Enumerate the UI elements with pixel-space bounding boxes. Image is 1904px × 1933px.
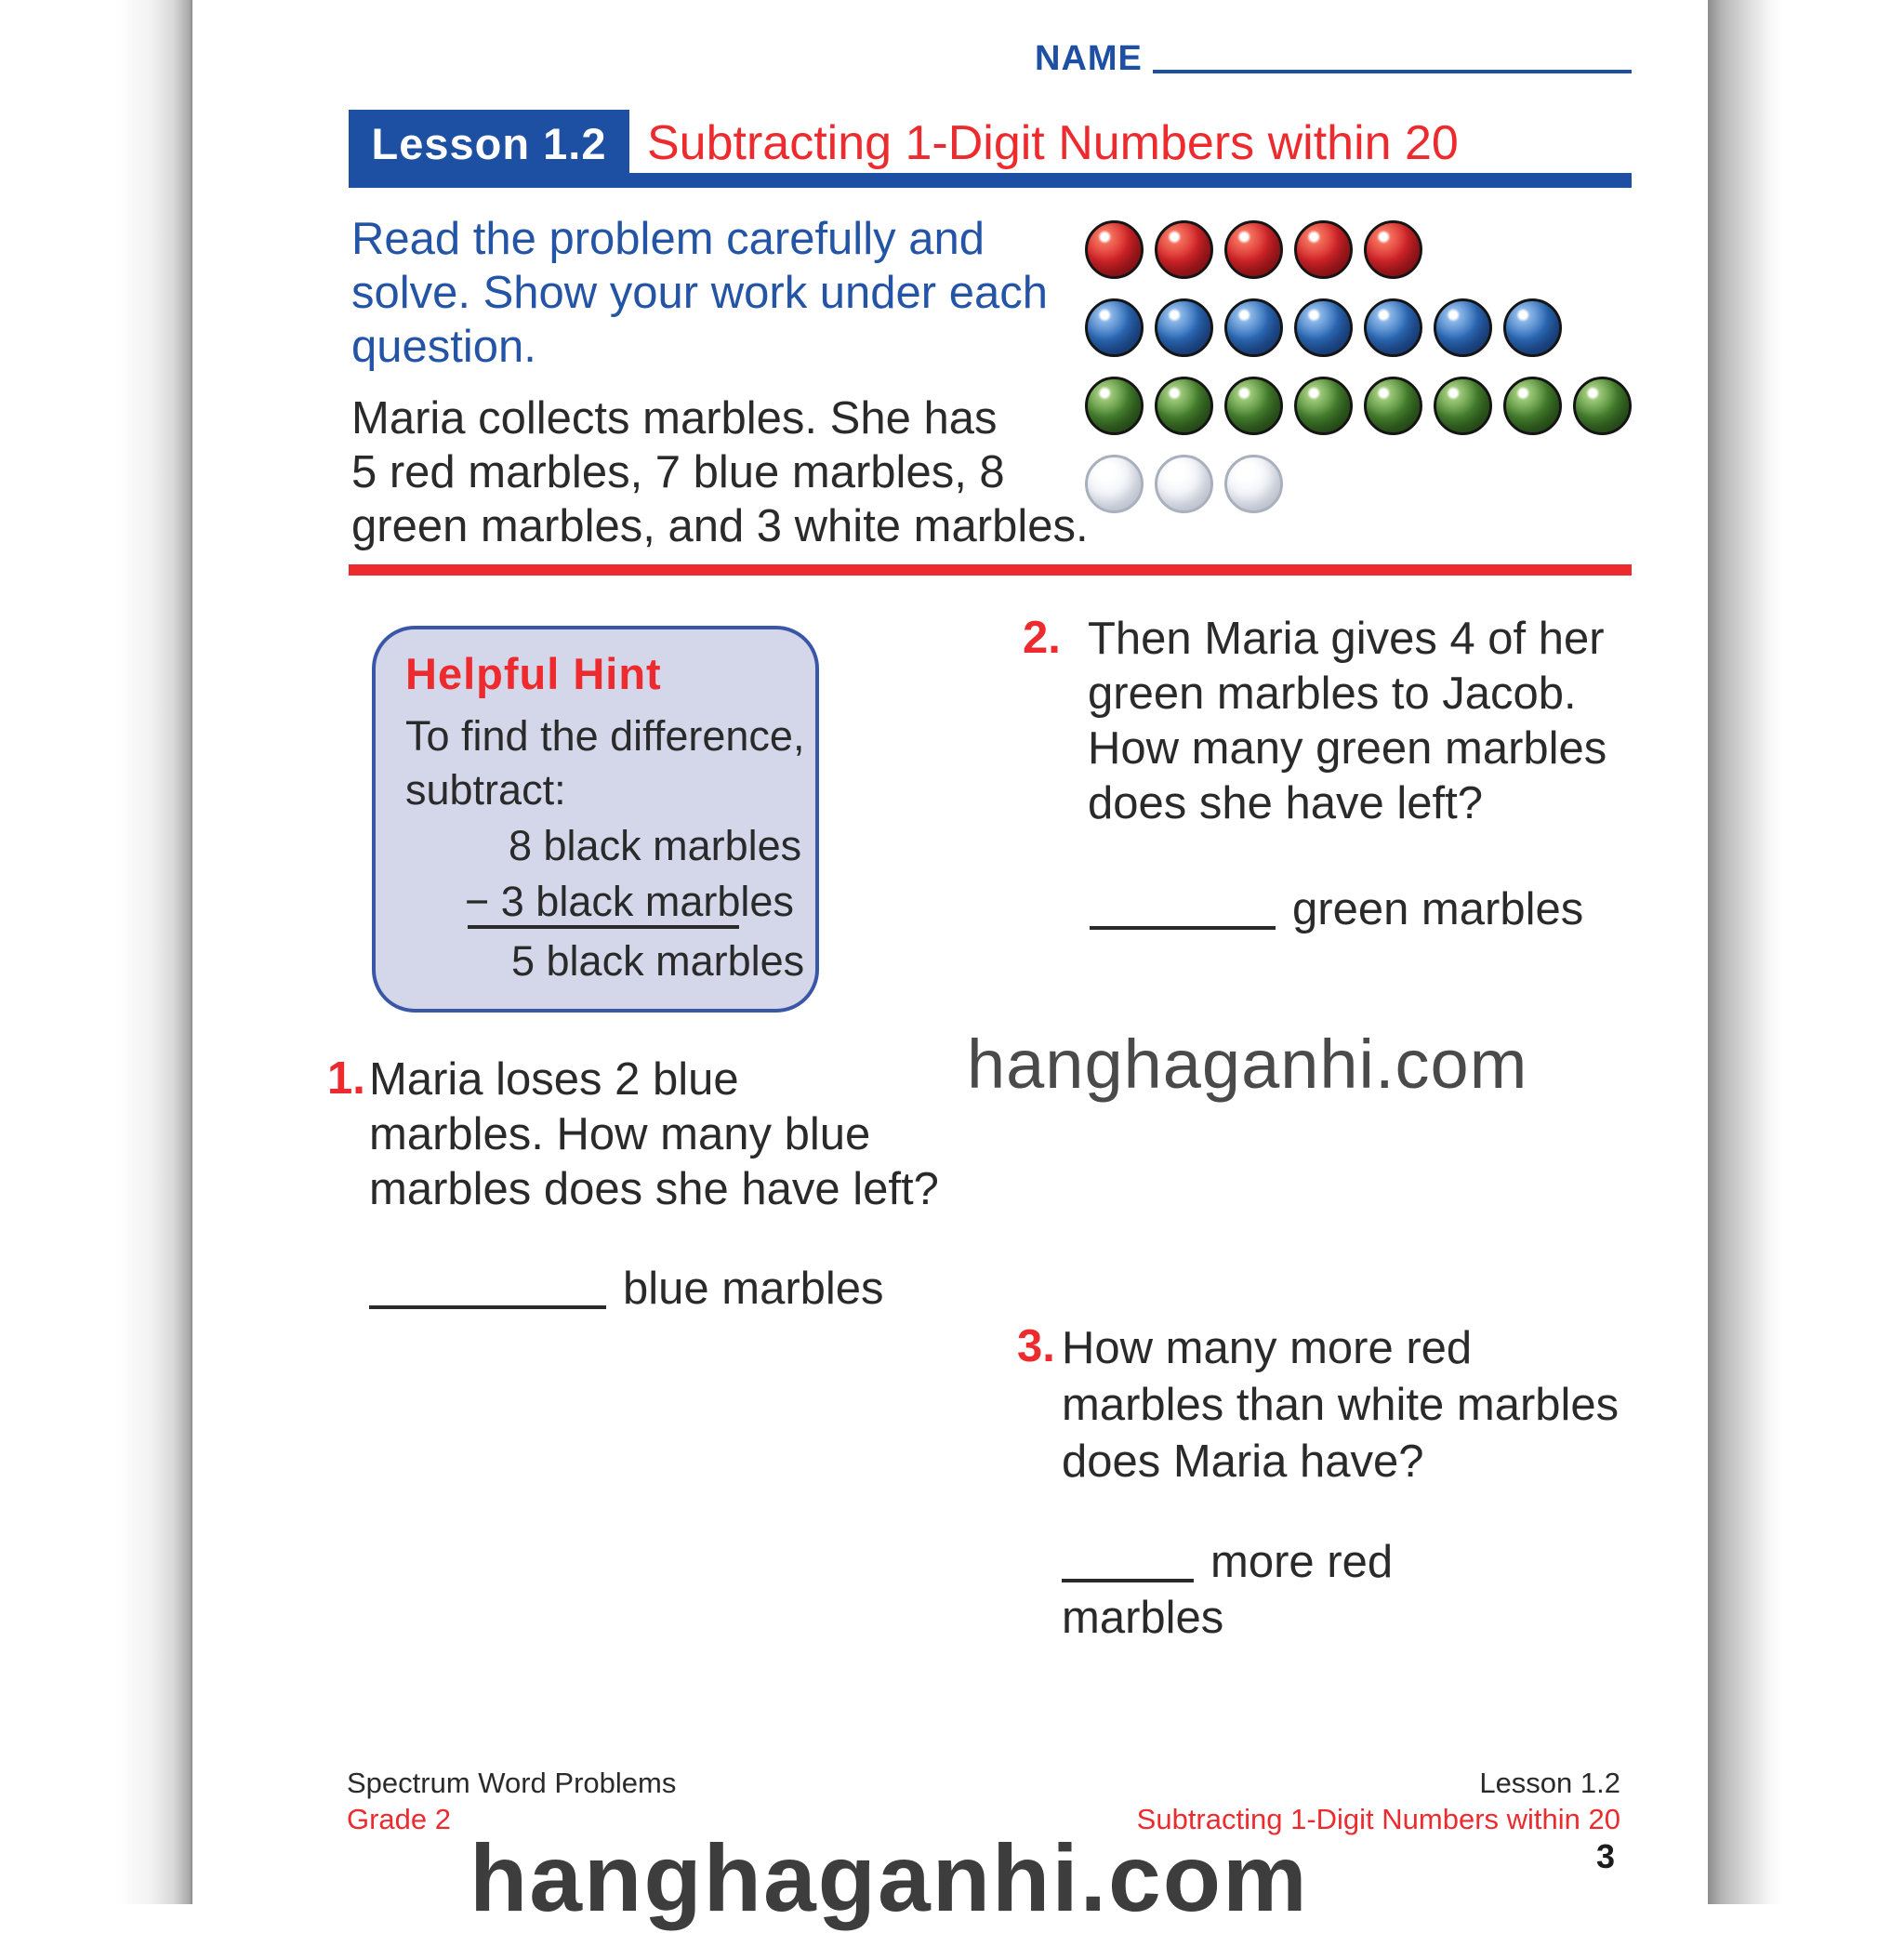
- question-3-answer-label-line-2: marbles: [1062, 1593, 1224, 1643]
- question-3-answer-label: more red: [1210, 1537, 1394, 1587]
- question-3-answer-row: [1062, 1536, 1393, 1588]
- green-marble-icon: [1224, 377, 1283, 435]
- page-right-edge-shadow: [1708, 0, 1784, 1904]
- text-line: marbles than white marbles: [1062, 1380, 1620, 1430]
- white-marble-icon: [1224, 455, 1283, 513]
- text-line: green marbles to Jacob.: [1088, 669, 1577, 719]
- green-marble-icon: [1085, 377, 1144, 435]
- text-line: question.: [351, 322, 536, 372]
- page-left-edge-shadow: [117, 0, 192, 1904]
- question-1-number: 1.: [327, 1053, 365, 1104]
- question-1-answer-blank: [369, 1264, 606, 1309]
- blue-marble-icon: [1434, 298, 1492, 357]
- blue-marble-icon: [1085, 298, 1144, 357]
- white-marble-icon: [1085, 455, 1144, 513]
- question-3-answer-blank: [1062, 1538, 1194, 1582]
- hint-math-minuend: 8 black marbles: [509, 822, 802, 869]
- text-line: does Maria have?: [1062, 1437, 1424, 1487]
- name-label: NAME: [1035, 39, 1143, 78]
- green-marble-icon: [1503, 377, 1562, 435]
- watermark-middle: hanghaganhi.com: [967, 1026, 1528, 1103]
- question-2-answer-row: [1090, 883, 1583, 935]
- text-line: does she have left?: [1088, 778, 1483, 828]
- blue-marble-icon: [1503, 298, 1562, 357]
- hint-math-difference: 5 black marbles: [511, 937, 805, 985]
- red-marble-row: [1085, 220, 1422, 279]
- question-2-answer-label: green marbles: [1292, 884, 1584, 934]
- blue-marble-row: [1085, 298, 1562, 357]
- helpful-hint-title: Helpful Hint: [405, 649, 662, 698]
- red-marble-icon: [1224, 220, 1283, 279]
- blue-marble-icon: [1155, 298, 1213, 357]
- question-1-text: [369, 1053, 939, 1217]
- watermark-bottom: hanghaganhi.com: [469, 1825, 1309, 1931]
- question-2-text: [1088, 612, 1606, 831]
- question-2-answer-blank: [1090, 885, 1276, 930]
- blue-marble-icon: [1364, 298, 1422, 357]
- red-marble-icon: [1294, 220, 1353, 279]
- blue-marble-icon: [1224, 298, 1283, 357]
- text-line: solve. Show your work under each: [351, 268, 1048, 318]
- question-1-answer-row: [369, 1263, 884, 1315]
- section-divider-rule: [349, 564, 1632, 576]
- text-line: Maria loses 2 blue: [369, 1054, 739, 1105]
- text-line: Read the problem carefully and: [351, 214, 985, 264]
- text-line: Maria collects marbles. She has: [351, 393, 998, 444]
- text-line: green marbles, and 3 white marbles.: [351, 501, 1089, 551]
- question-3-text: [1062, 1320, 1619, 1490]
- text-line: 5 red marbles, 7 blue marbles, 8: [351, 447, 1005, 497]
- text-line: How many more red: [1062, 1323, 1473, 1373]
- blue-marble-icon: [1294, 298, 1353, 357]
- name-blank-line: [1153, 70, 1632, 73]
- white-marble-icon: [1155, 455, 1213, 513]
- footer-lesson-subtitle: Subtracting 1-Digit Numbers within 20: [1136, 1803, 1620, 1835]
- white-marble-row: [1085, 455, 1283, 513]
- red-marble-icon: [1155, 220, 1213, 279]
- text-line: marbles. How many blue: [369, 1109, 871, 1159]
- header-divider-rule: [349, 173, 1632, 188]
- hint-math-rule: [468, 925, 739, 929]
- text-line: How many green marbles: [1088, 723, 1607, 774]
- text-line: Then Maria gives 4 of her: [1088, 614, 1605, 664]
- red-marble-icon: [1364, 220, 1422, 279]
- footer-grade: Grade 2: [347, 1803, 452, 1835]
- problem-statement-text: [351, 391, 1089, 553]
- question-2-number: 2.: [1023, 613, 1061, 663]
- instructions-text: [351, 212, 1048, 374]
- footer-series-title: Spectrum Word Problems: [347, 1767, 677, 1799]
- green-marble-row: [1085, 377, 1632, 435]
- green-marble-icon: [1434, 377, 1492, 435]
- green-marble-icon: [1294, 377, 1353, 435]
- lesson-badge: Lesson 1.2: [349, 110, 629, 178]
- question-1-answer-label: blue marbles: [623, 1264, 884, 1314]
- hint-body-line: subtract:: [405, 766, 566, 814]
- green-marble-icon: [1155, 377, 1213, 435]
- lesson-title: Subtracting 1-Digit Numbers within 20: [647, 116, 1459, 170]
- hint-math-subtrahend: − 3 black marbles: [465, 878, 794, 925]
- page-number: 3: [1595, 1837, 1615, 1875]
- hint-body-line: To find the difference,: [405, 712, 805, 760]
- green-marble-icon: [1573, 377, 1632, 435]
- text-line: marbles does she have left?: [369, 1164, 939, 1214]
- green-marble-icon: [1364, 377, 1422, 435]
- question-3-number: 3.: [1017, 1321, 1055, 1371]
- red-marble-icon: [1085, 220, 1144, 279]
- footer-lesson: Lesson 1.2: [1479, 1767, 1620, 1799]
